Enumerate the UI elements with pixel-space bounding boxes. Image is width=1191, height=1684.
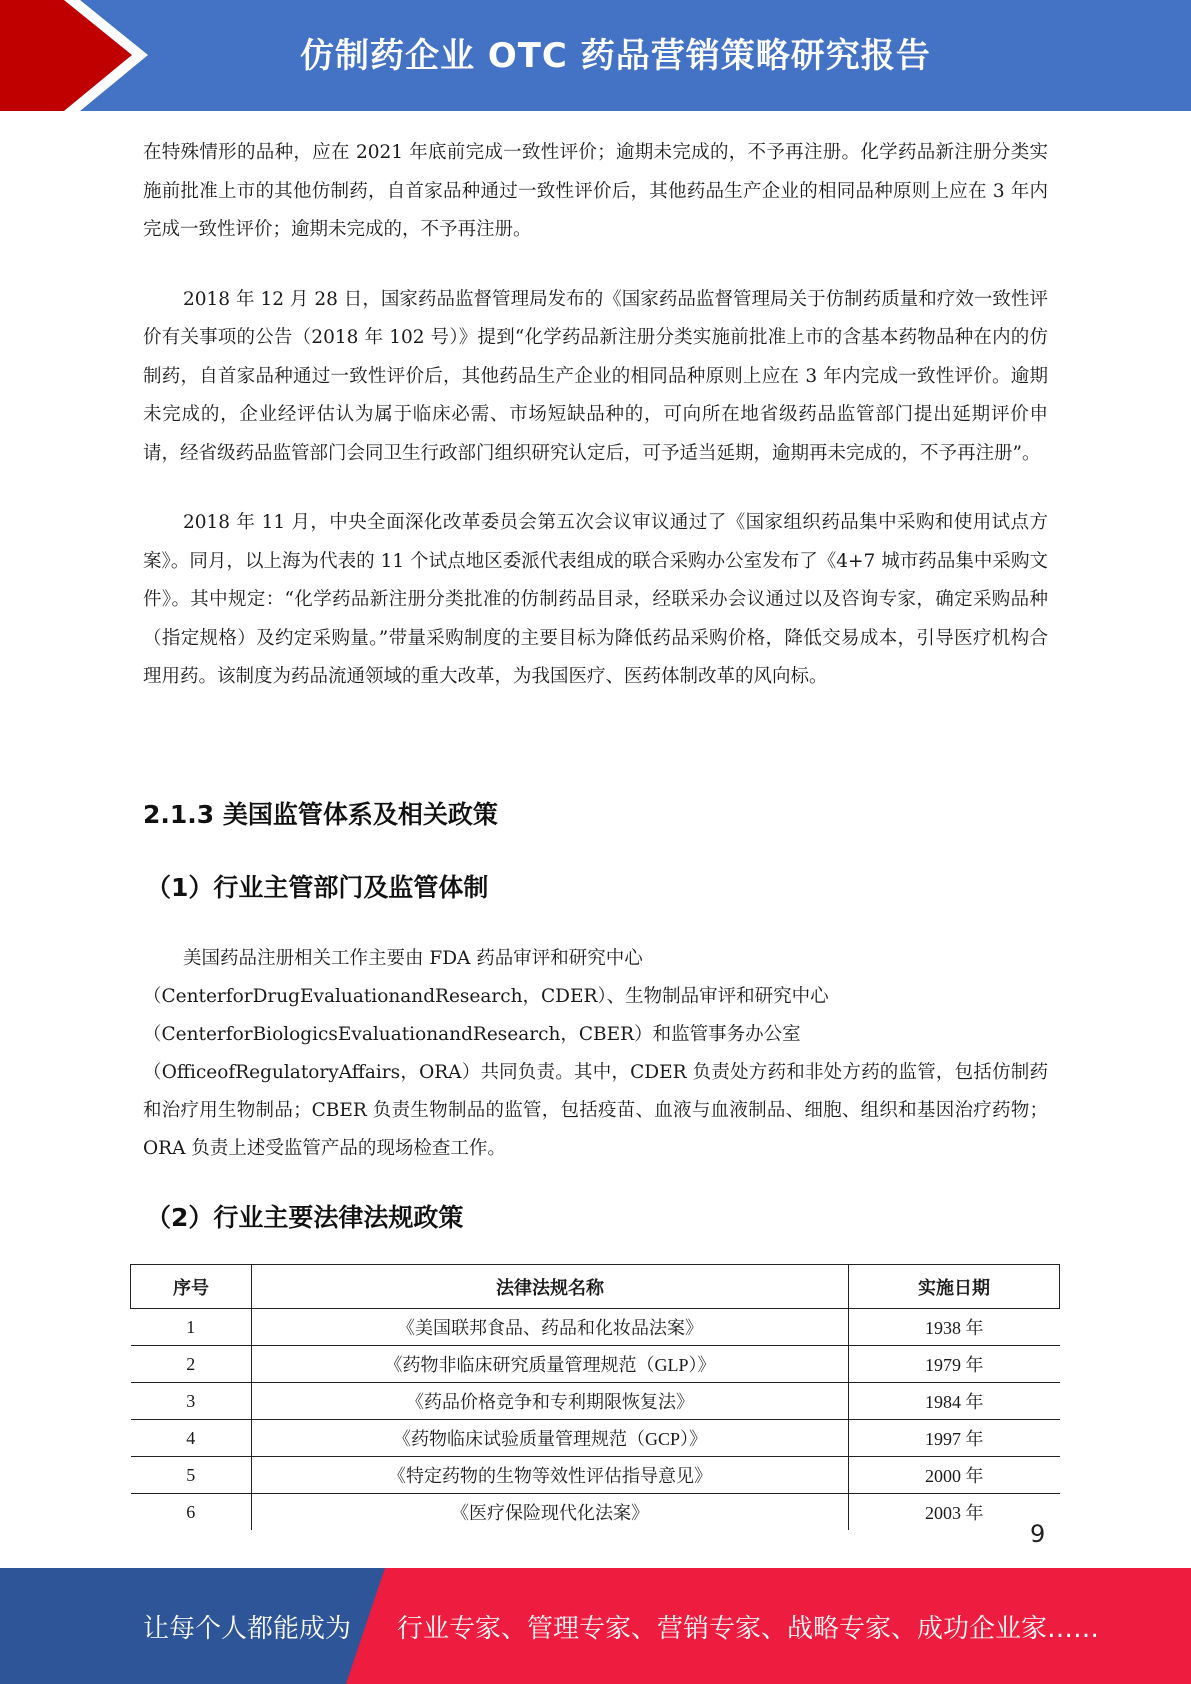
body-text [143, 134, 1048, 697]
cell-name: 《美国联邦食品、药品和化妆品法案》 [252, 1309, 849, 1346]
cell-no: 5 [131, 1457, 252, 1494]
table-row [131, 1457, 1060, 1494]
cell-date: 1997 年 [849, 1420, 1060, 1457]
cell-no: 4 [131, 1420, 252, 1457]
table-row [131, 1383, 1060, 1420]
cell-date: 1984 年 [849, 1383, 1060, 1420]
paragraph: 在特殊情形的品种，应在 2021 年底前完成一致性评价；逾期未完成的，不予再注册。化学药品新注册分类实施前批准上市的其他仿制药，自首家品种通过一致性评价后，其他药品生产企业的相同品种原则上应在 3 年内完成一致性评价；逾期未完成的，不予再注册。 [143, 142, 1048, 240]
footer-slogan-left: 让每个人都能成为 [143, 1614, 352, 1644]
cell-no: 3 [131, 1383, 252, 1420]
laws-table [130, 1264, 1060, 1530]
cell-date: 1979 年 [849, 1346, 1060, 1383]
paragraph-line: （CenterforDrugEvaluationandResearch，CDER）、生物制品审评和研究中心 [143, 986, 829, 1007]
table-row [131, 1494, 1060, 1531]
cell-name: 《药品价格竞争和专利期限恢复法》 [252, 1383, 849, 1420]
cell-name: 《药物非临床研究质量管理规范（GLP）》 [252, 1346, 849, 1383]
table-header-row [131, 1265, 1060, 1309]
cell-date: 2003 年 [925, 1503, 984, 1523]
document-title: 仿制药企业 OTC 药品营销策略研究报告 [300, 36, 931, 76]
col-header-name: 法律法规名称 [252, 1265, 849, 1309]
table-row [131, 1309, 1060, 1346]
footer-slogan-right: 行业专家、管理专家、营销专家、战略专家、成功企业家…… [397, 1614, 1100, 1644]
col-header-no: 序号 [131, 1265, 252, 1309]
cell-no: 6 [131, 1494, 252, 1531]
paragraph-line: （OfficeofRegulatoryAffairs，ORA）共同负责。其中，CDER 负责处方药和非处方药的监管，包括仿制药和治疗用生物制品；CBER 负责生物制品的监管，包括疫苗、血液与血液制品、细胞、组织和基因治疗药物；ORA 负责上述受监管产品的现场检查工作。 [143, 1062, 1048, 1159]
cell-date: 1938 年 [849, 1309, 1060, 1346]
us-regulation-text [143, 940, 1048, 1168]
table-row [131, 1346, 1060, 1383]
cell-name: 《药物临床试验质量管理规范（GCP）》 [252, 1420, 849, 1457]
cell-date: 2000 年 [849, 1457, 1060, 1494]
cell-no: 1 [131, 1309, 252, 1346]
paragraph-line: 美国药品注册相关工作主要由 FDA 药品审评和研究中心 [183, 948, 643, 969]
paragraph: 2018 年 11 月，中央全面深化改革委员会第五次会议审议通过了《国家组织药品集中采购和使用试点方案》。同月，以上海为代表的 11 个试点地区委派代表组成的联合采购办公室发布了《4+7 城市药品集中采购文件》。其中规定：“化学药品新注册分类批准的仿制药品目录，经联采办会议通过以及咨询专家，确定采购品种（指定规格）及约定采购量。”带量采购制度的主要目标为降低药品采购价格，降低交易成本，引导医疗机构合理用药。该制度为药品流通领域的重大改革，为我国医疗、医药体制改革的风向标。 [143, 512, 1048, 687]
table-row [131, 1420, 1060, 1457]
paragraph-line: （CenterforBiologicsEvaluationandResearch，CBER）和监管事务办公室 [143, 1024, 801, 1045]
page-number: 9 [1030, 1520, 1046, 1548]
section-heading: 2.1.3 美国监管体系及相关政策 [143, 800, 498, 829]
subsection-heading-2: （2）行业主要法律法规政策 [146, 1203, 464, 1232]
cell-no: 2 [131, 1346, 252, 1383]
paragraph: 2018 年 12 月 28 日，国家药品监督管理局发布的《国家药品监督管理局关于仿制药质量和疗效一致性评价有关事项的公告（2018 年 102 号）》提到“化学药品新注册分类实施前批准上市的含基本药物品种在内的仿制药，自首家品种通过一致性评价后，其他药品生产企业的相同品种原则上应在 3 年内完成一致性评价。逾期未完成的，企业经评估认为属于临床必需、市场短缺品种的，可向所在地省级药品监管部门提出延期评价申请，经省级药品监管部门会同卫生行政部门组织研究认定后，可予适当延期，逾期再未完成的，不予再注册”。 [143, 288, 1048, 464]
cell-name: 《医疗保险现代化法案》 [252, 1494, 849, 1531]
subsection-heading-1: （1）行业主管部门及监管体制 [146, 873, 489, 902]
cell-name: 《特定药物的生物等效性评估指导意见》 [252, 1457, 849, 1494]
header-banner [0, 0, 1191, 111]
footer-banner [0, 1568, 1191, 1684]
col-header-date: 实施日期 [849, 1265, 1060, 1309]
